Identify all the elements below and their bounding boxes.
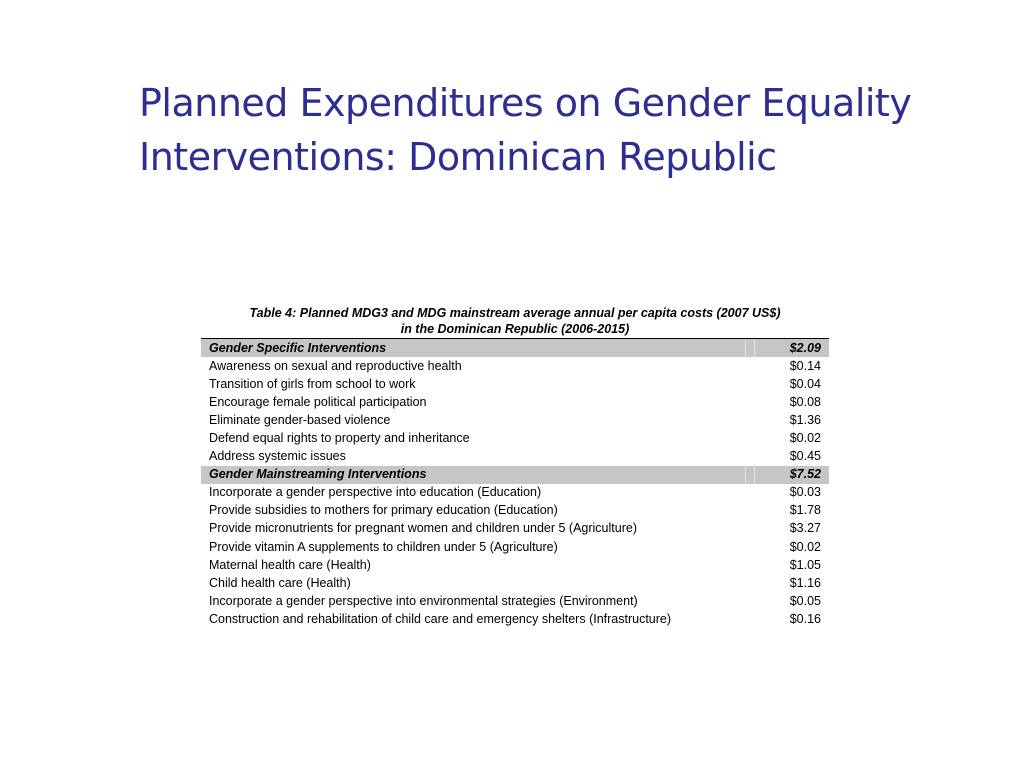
table-row — [201, 429, 829, 447]
table-row — [201, 375, 829, 393]
slide-title-line-2: Interventions: Dominican Republic — [139, 135, 777, 179]
row-value: $1.36 — [789, 412, 821, 427]
row-label: Eliminate gender-based violence — [209, 412, 391, 427]
row-value: $0.04 — [789, 376, 821, 391]
row-value: $3.27 — [789, 521, 821, 536]
section-row-gender-mainstreaming — [201, 466, 829, 484]
table-caption — [201, 305, 829, 339]
table-row — [201, 520, 829, 538]
table-row — [201, 592, 829, 610]
row-label: Child health care (Health) — [209, 575, 351, 590]
row-label: Provide subsidies to mothers for primary education (Education) — [209, 503, 558, 518]
section-total: $7.52 — [755, 466, 830, 484]
slide-title — [139, 76, 999, 184]
row-label: Incorporate a gender perspective into environmental strategies (Environment) — [209, 593, 638, 608]
section-label: Gender Mainstreaming Interventions — [201, 466, 746, 484]
table-row — [201, 610, 829, 628]
slide-title-line-1: Planned Expenditures on Gender Equality — [139, 81, 912, 125]
table-row — [201, 357, 829, 375]
row-value: $1.16 — [789, 575, 821, 590]
row-value: $0.08 — [789, 394, 821, 409]
row-label: Maternal health care (Health) — [209, 557, 371, 572]
row-value: $0.02 — [789, 539, 821, 554]
row-value: $1.05 — [789, 557, 821, 572]
row-value: $1.78 — [789, 503, 821, 518]
row-label: Defend equal rights to property and inheritance — [209, 431, 470, 446]
section-separator — [746, 339, 755, 357]
row-label: Provide micronutrients for pregnant women and children under 5 (Agriculture) — [209, 521, 637, 536]
section-separator — [746, 466, 755, 484]
table-row — [201, 393, 829, 411]
table-caption-line-2: in the Dominican Republic (2006-2015) — [400, 322, 630, 336]
row-label: Awareness on sexual and reproductive health — [209, 358, 462, 373]
row-value: $0.45 — [789, 449, 821, 464]
table-row — [201, 484, 829, 502]
section-label: Gender Specific Interventions — [201, 339, 746, 357]
table-row — [201, 538, 829, 556]
section-total: $2.09 — [755, 339, 830, 357]
row-label: Address systemic issues — [209, 449, 346, 464]
table-row — [201, 574, 829, 592]
row-value: $0.14 — [789, 358, 821, 373]
row-label: Provide vitamin A supplements to children under 5 (Agriculture) — [209, 539, 558, 554]
row-label: Incorporate a gender perspective into education (Education) — [209, 485, 542, 500]
row-label: Transition of girls from school to work — [209, 376, 416, 391]
table-row — [201, 556, 829, 574]
table-row — [201, 502, 829, 520]
row-value: $0.16 — [789, 611, 821, 626]
cost-table — [201, 305, 829, 629]
section-row-gender-specific — [201, 339, 829, 357]
row-value: $0.03 — [789, 485, 821, 500]
data-table — [201, 339, 829, 629]
row-label: Construction and rehabilitation of child care and emergency shelters (Infrastructure) — [209, 611, 672, 626]
row-label: Encourage female political participation — [209, 394, 427, 409]
table-body — [201, 339, 829, 629]
table-row — [201, 448, 829, 466]
table-caption-line-1: Table 4: Planned MDG3 and MDG mainstream average annual per capita costs (2007 US$) — [249, 306, 781, 320]
table-row — [201, 411, 829, 429]
row-value: $0.02 — [789, 431, 821, 446]
row-value: $0.05 — [789, 593, 821, 608]
